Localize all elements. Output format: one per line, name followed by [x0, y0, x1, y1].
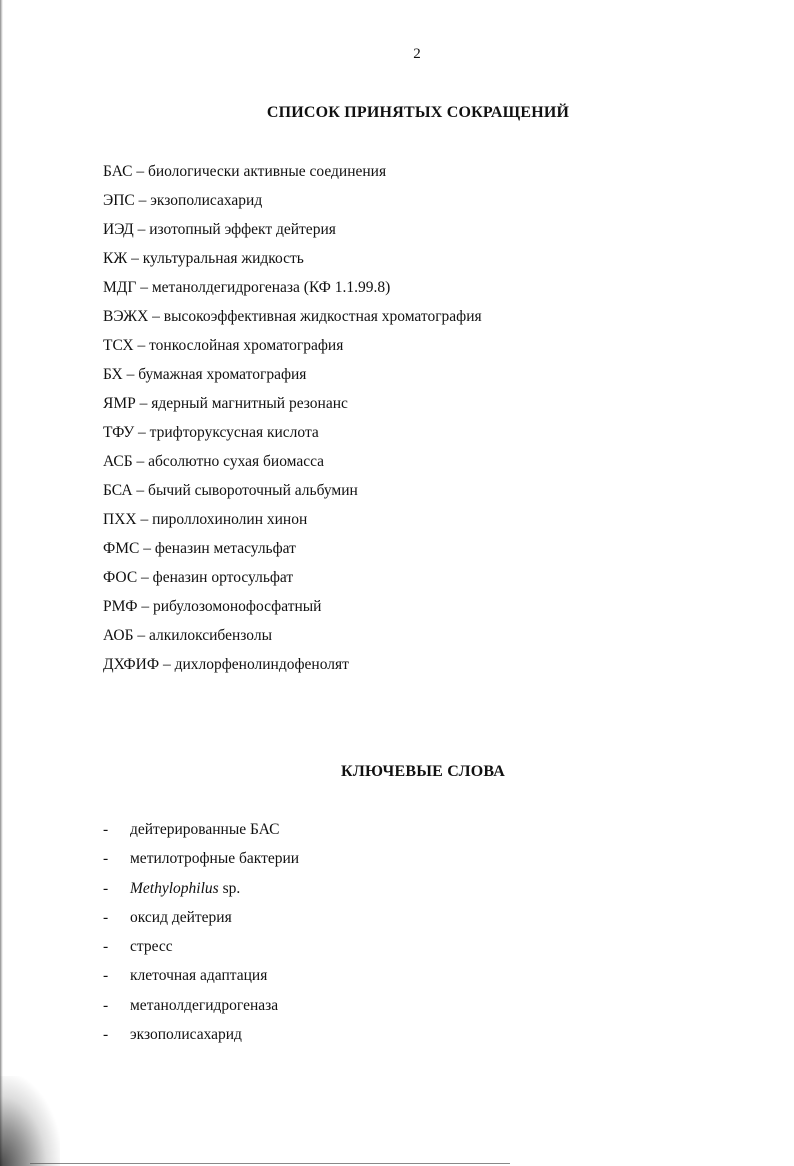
keyword-item [103, 848, 299, 877]
bullet-dash: - [103, 908, 109, 926]
keyword-text: метанолдегидрогеназа [130, 996, 279, 1014]
abbreviation-item: ФОС – феназин ортосульфат [103, 569, 294, 586]
bullet-dash: - [103, 1026, 109, 1044]
abbreviation-item: ДХФИФ – дихлорфенолиндофенолят [103, 656, 349, 673]
keyword-text: дейтерированные БАС [130, 821, 280, 838]
keyword-text: стресс [130, 938, 173, 956]
abbreviation-item: ИЭД – изотопный эффект дейтерия [103, 221, 336, 238]
keyword-item [103, 819, 299, 848]
keyword-text: экзополисахарид [130, 1026, 242, 1044]
keywords-list [103, 819, 299, 1053]
abbreviation-item: МДГ – метанолдегидрогеназа (КФ 1.1.99.8) [103, 279, 391, 296]
scan-edge [0, 0, 3, 1166]
abbreviation-item: ФМС – феназин метасульфат [103, 540, 296, 557]
bullet-dash: - [103, 821, 109, 838]
scan-artifact-line [30, 1163, 510, 1164]
abbreviations-list [103, 161, 482, 683]
keyword-item [103, 936, 299, 965]
abbreviation-item: АОБ – алкилоксибензолы [103, 627, 272, 644]
keyword-item [103, 995, 299, 1024]
abbreviation-item: ПХХ – пироллохинолин хинон [103, 511, 308, 528]
bullet-dash: - [103, 879, 109, 897]
bullet-dash: - [103, 996, 109, 1014]
abbreviation-item: РМФ – рибулозомонофосфатный [103, 598, 322, 615]
abbreviation-item: ВЭЖХ – высокоэффективная жидкостная хроматография [103, 308, 482, 325]
bullet-dash: - [103, 967, 109, 985]
keyword-item [103, 907, 299, 936]
keyword-species: sp. [218, 879, 241, 897]
abbreviation-item: АСБ – абсолютно сухая биомасса [103, 453, 325, 470]
keyword-text: метилотрофные бактерии [130, 850, 300, 868]
abbreviation-item: БСА – бычий сывороточный альбумин [103, 482, 358, 499]
abbreviation-item: ЯМР – ядерный магнитный резонанс [103, 395, 348, 412]
abbreviation-item: БАС – биологически активные соединения [103, 163, 387, 180]
keyword-item [103, 878, 299, 907]
scan-artifact [0, 1076, 60, 1166]
abbreviation-item: ТСХ – тонкослойная хроматография [103, 337, 344, 354]
keyword-item [103, 965, 299, 994]
abbreviation-item: КЖ – культуральная жидкость [103, 250, 304, 267]
bullet-dash: - [103, 850, 109, 868]
abbreviations-heading: СПИСОК ПРИНЯТЫХ СОКРАЩЕНИЙ [266, 104, 570, 121]
keyword-text: оксид дейтерия [130, 908, 232, 926]
abbreviation-item: ЭПС – экзополисахарид [103, 192, 263, 209]
keyword-item [103, 1024, 299, 1053]
page-number: 2 [413, 46, 421, 62]
keyword-text [130, 880, 240, 897]
abbreviation-item: ТФУ – трифторуксусная кислота [103, 424, 319, 441]
bullet-dash: - [103, 938, 109, 956]
keywords-heading: КЛЮЧЕВЫЕ СЛОВА [341, 763, 505, 780]
keyword-text: клеточная адаптация [130, 967, 268, 985]
abbreviation-item: БХ – бумажная хроматография [103, 366, 307, 383]
keyword-genus: Methylophilus [130, 879, 219, 897]
